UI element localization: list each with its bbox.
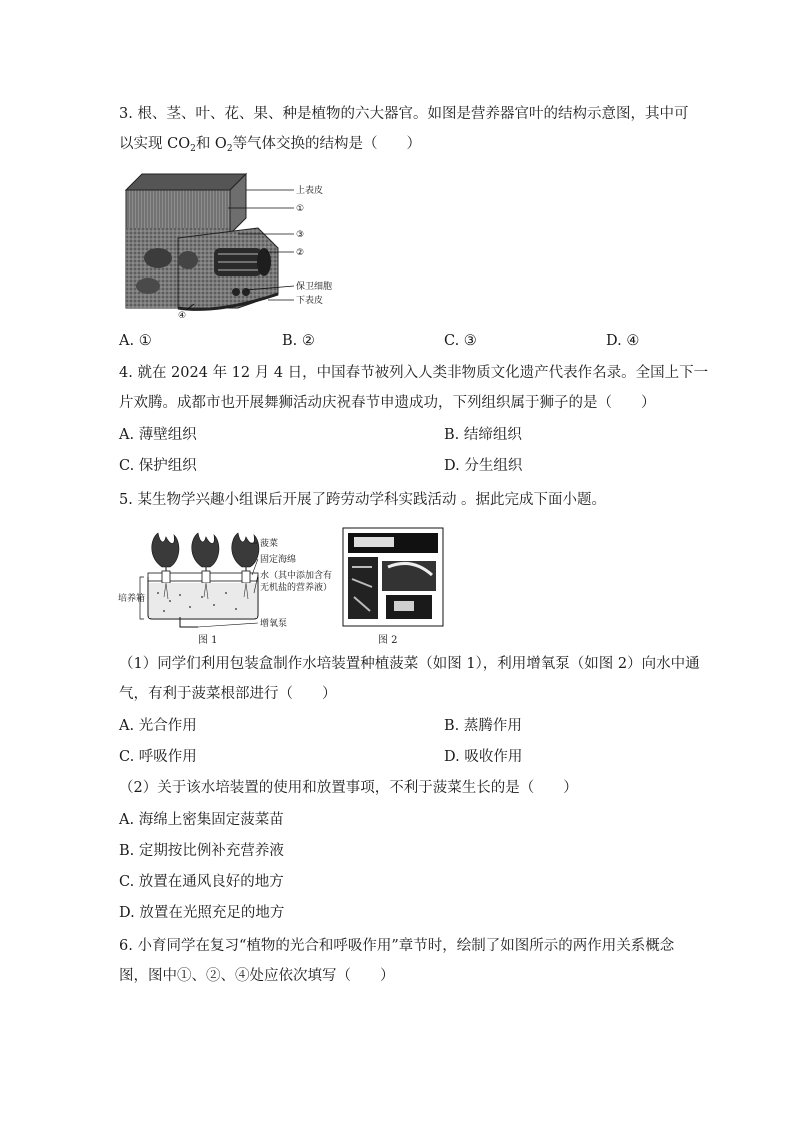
label-circled-3: ③ — [296, 230, 305, 240]
q3-stem-line1: 3. 根、茎、叶、花、果、种是植物的六大器官。如图是营养器官叶的结构示意图，其中可 — [119, 106, 689, 122]
q4-option-c[interactable]: C. 保护组织 — [119, 458, 197, 474]
q3-sub-a: 2 — [190, 144, 196, 154]
q5-sub1-option-c[interactable]: C. 呼吸作用 — [119, 749, 197, 765]
q3-option-b[interactable]: B. ② — [282, 333, 315, 349]
q5-sub2-option-b[interactable]: B. 定期按比例补充营养液 — [119, 843, 284, 859]
q5-sub2-stem: （2）关于该水培装置的使用和放置事项，不利于菠菜生长的是（ ） — [119, 780, 578, 796]
q5-sub1-option-b[interactable]: B. 蒸腾作用 — [444, 718, 522, 734]
q5-stem: 5. 某生物学兴趣小组课后开展了跨劳动学科实践活动 。据此完成下面小题。 — [119, 492, 607, 508]
q6-stem-line1: 6. 小育同学在复习“植物的光合和呼吸作用”章节时，绘制了如图所示的两作用关系概念 — [119, 938, 675, 954]
q3-stem-line2 — [119, 134, 421, 159]
label-guard-cell: 保卫细胞 — [296, 282, 333, 292]
q3-option-c[interactable]: C. ③ — [444, 333, 477, 349]
q4-stem-line1: 4. 就在 2024 年 12 月 4 日，中国春节被列入人类非物质文化遗产代表作名录。全国上下一 — [119, 365, 709, 381]
q5-sub2-option-a[interactable]: A. 海绵上密集固定菠菜苗 — [119, 812, 284, 828]
q5-sub1-option-d[interactable]: D. 吸收作用 — [444, 749, 523, 765]
q4-option-a[interactable]: A. 薄壁组织 — [119, 427, 197, 443]
q5-sub2-option-c[interactable]: C. 放置在通风良好的地方 — [119, 874, 284, 890]
q5-sub1-line2: 气，有利于菠菜根部进行（ ） — [119, 686, 337, 702]
q6-stem-line2: 图，图中①、②、④处应依次填写（ ） — [119, 968, 395, 984]
q3-stem-text-b: 和 O — [195, 136, 227, 152]
label-air-pump: 增氧泵 — [260, 619, 288, 629]
q3-option-a[interactable]: A. ① — [119, 333, 152, 349]
q5-sub1-option-a[interactable]: A. 光合作用 — [119, 718, 197, 734]
q4-stem-line2: 片欢腾。成都市也开展舞狮活动庆祝春节申遗成功，下列组织属于狮子的是（ ） — [119, 395, 656, 411]
label-sponge: 固定海绵 — [260, 555, 297, 565]
q4-option-b[interactable]: B. 结缔组织 — [444, 427, 522, 443]
q3-stem-text-c: 等气体交换的结构是（ ） — [232, 136, 422, 152]
leaf-structure-figure — [118, 168, 358, 320]
q5-sub1-line1: （1）同学们利用包装盒制作水培装置种植菠菜（如图 1），利用增氧泵（如图 2）向水中通 — [119, 656, 700, 672]
label-circled-4: ④ — [178, 311, 187, 320]
figure-1-caption: 图 1 — [198, 635, 218, 646]
air-pump-photo-figure-2 — [342, 527, 446, 647]
label-upper-epidermis: 上表皮 — [296, 186, 324, 196]
label-water-1: 水（其中添加含有 — [260, 571, 333, 581]
label-circled-2: ② — [296, 248, 305, 258]
label-spinach: 菠菜 — [260, 539, 279, 549]
q4-option-d[interactable]: D. 分生组织 — [444, 458, 523, 474]
q5-sub2-option-d[interactable]: D. 放置在光照充足的地方 — [119, 905, 285, 921]
label-water-2: 无机盐的营养液） — [260, 583, 333, 593]
label-circled-1: ① — [296, 204, 305, 214]
q3-sub-b: 2 — [226, 144, 233, 154]
label-lower-epidermis: 下表皮 — [296, 296, 324, 306]
q3-stem-text-a: 以实现 CO — [119, 136, 191, 152]
figure-2-caption: 图 2 — [378, 635, 398, 646]
label-incubator: 培养箱 — [118, 594, 146, 604]
q3-option-d[interactable]: D. ④ — [606, 333, 640, 349]
hydroponic-figure-1 — [118, 527, 333, 647]
